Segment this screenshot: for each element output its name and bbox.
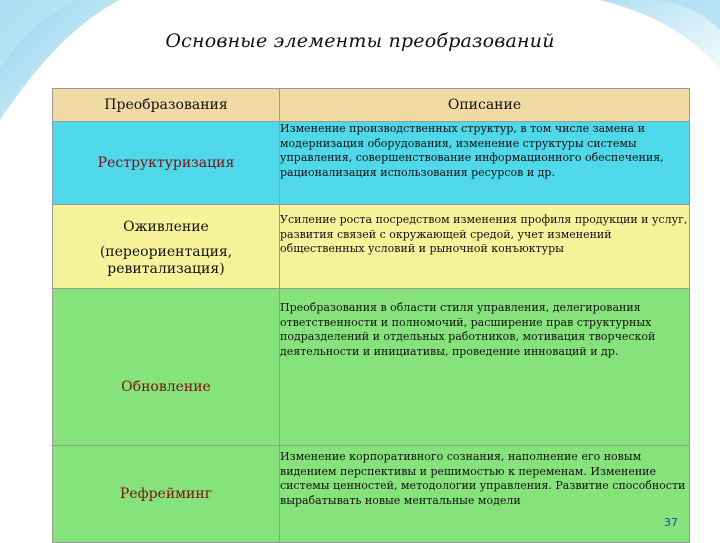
table-row: [53, 122, 690, 205]
row-name-reframing: Рефрейминг: [53, 446, 280, 543]
row-description: Преобразования в области стиля управления, делегирования ответственности и полномочий, расширение прав структурных подразделений и отдельных работников, мотивация творческой деятельности и инициативы, проведение инноваций и др.: [280, 289, 690, 446]
row-name-restructuring: Реструктуризация: [53, 122, 280, 205]
row-name-sub: (переориентация, ревитализация): [99, 243, 233, 277]
table-row: [53, 446, 690, 543]
slide-title: Основные элементы преобразований: [165, 30, 555, 52]
table-row: [53, 289, 690, 446]
row-description: Усиление роста посредством изменения профиля продукции и услуг, развития связей с окружающей средой, учет изменений общественных условий и рыночной конъюктуры: [280, 205, 690, 289]
table-header-row: [53, 89, 690, 122]
table-row: [53, 205, 690, 289]
row-name-renewal: Обновление: [53, 289, 280, 446]
transformations-table: [52, 88, 690, 543]
page-number: 37: [664, 516, 678, 529]
row-name-revival: [53, 205, 280, 289]
header-description: Описание: [280, 89, 690, 122]
header-transformations: Преобразования: [53, 89, 280, 122]
row-name-main: Оживление: [123, 218, 209, 235]
row-description: Изменение производственных структур, в том числе замена и модернизация оборудования, изменение структуры системы управления, совершенствование информационного обеспечения, рационализация использования ресурсов и др.: [280, 122, 690, 205]
row-description: Изменение корпоративного сознания, наполнение его новым видением перспективы и решимостью к переменам. Изменение системы ценностей, методологии управления. Развитие способности вырабатывать новые ментальные модели: [280, 446, 690, 543]
